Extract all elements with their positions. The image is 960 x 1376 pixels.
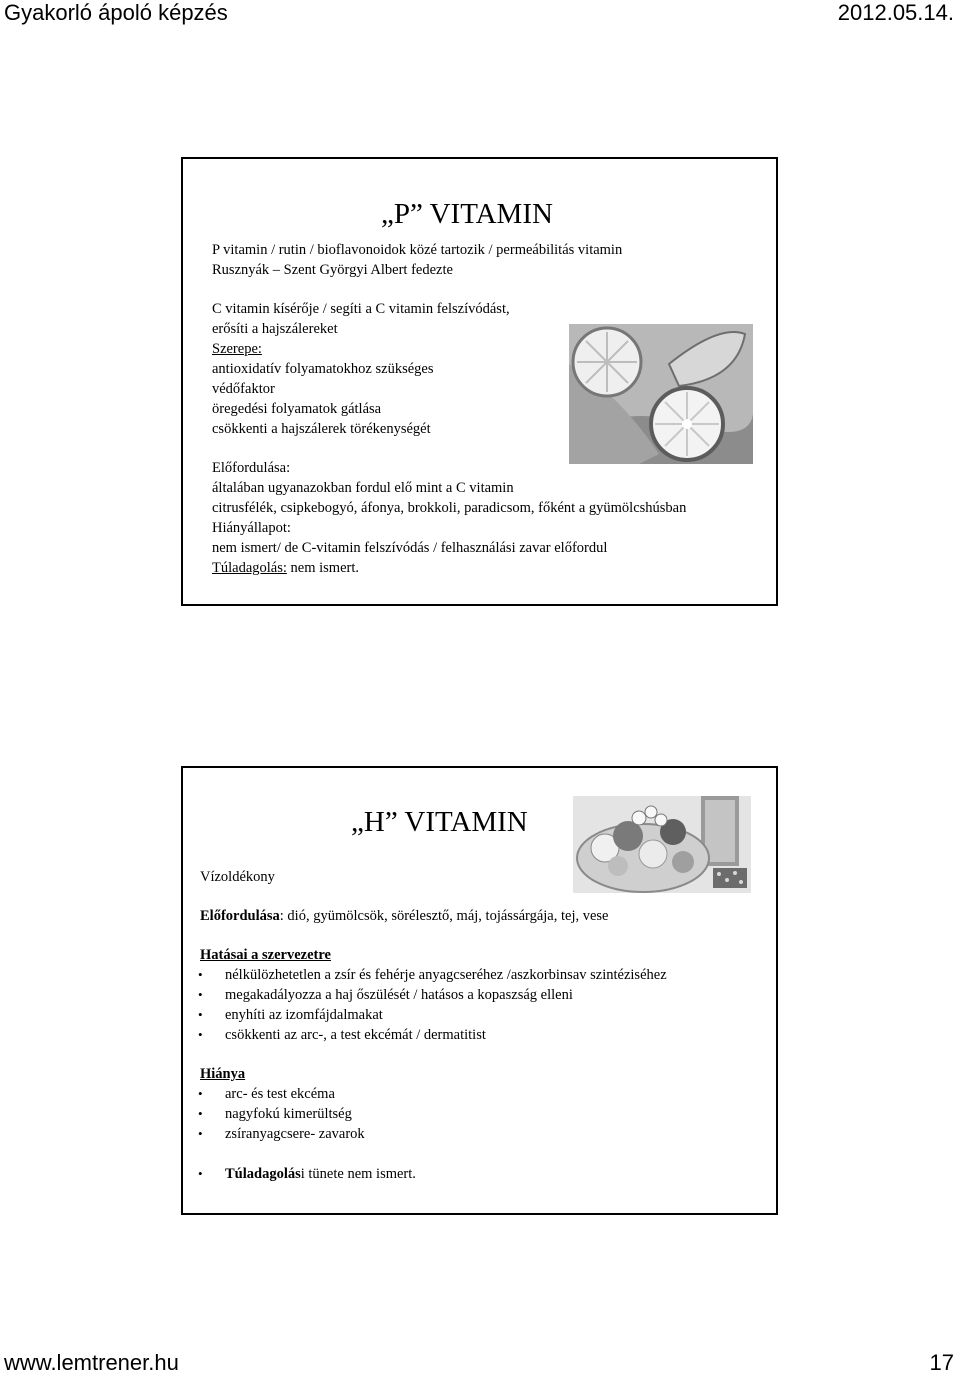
deficiency-heading: Hiányállapot: bbox=[212, 520, 291, 536]
bullet-marker: • bbox=[198, 1166, 203, 1181]
overdose-label: Túladagolás: bbox=[212, 560, 287, 576]
deficiency-item: arc- és test ekcéma bbox=[225, 1086, 335, 1102]
text-line: antioxidatív folyamatokhoz szükséges bbox=[212, 361, 434, 377]
text-line: C vitamin kísérője / segíti a C vitamin felszívódást, bbox=[212, 301, 510, 317]
fruit-bowl-image bbox=[573, 796, 751, 893]
text-line: erősíti a hajszálereket bbox=[212, 321, 338, 337]
text-line: P vitamin / rutin / bioflavonoidok közé tartozik / permeábilitás vitamin bbox=[212, 242, 623, 258]
subtitle-water-soluble: Vízoldékony bbox=[200, 869, 275, 885]
citrus-fruit-image bbox=[569, 324, 753, 464]
role-heading: Szerepe: bbox=[212, 341, 262, 357]
occurrence-heading: Előfordulása: bbox=[212, 460, 291, 476]
bullet-marker: • bbox=[198, 1126, 203, 1141]
header-course-title: Gyakorló ápoló képzés bbox=[4, 0, 228, 25]
effect-item: enyhíti az izomfájdalmakat bbox=[225, 1007, 383, 1023]
footer-page-number: 17 bbox=[929, 1350, 954, 1375]
slide-title: „H” VITAMIN bbox=[351, 806, 528, 838]
occurrence-line bbox=[200, 907, 609, 925]
overdose-text: nem ismert. bbox=[286, 560, 359, 576]
text-line: citrusfélék, csipkebogyó, áfonya, brokkoli, paradicsom, főként a gyümölcshúsban bbox=[212, 500, 687, 516]
bullet-marker: • bbox=[198, 987, 203, 1002]
slide-p-vitamin bbox=[181, 157, 778, 606]
effect-item: megakadályozza a haj őszülését / hatásos a kopaszság elleni bbox=[225, 987, 573, 1003]
overdose-label: Túladagolás bbox=[225, 1166, 301, 1182]
overdose-text: i tünete nem ismert. bbox=[300, 1166, 416, 1182]
header-date: 2012.05.14. bbox=[837, 0, 954, 25]
text-line: védőfaktor bbox=[212, 381, 275, 397]
effect-item: csökkenti az arc-, a test ekcémát / dermatitist bbox=[225, 1027, 486, 1043]
occurrence-label: Előfordulása bbox=[200, 908, 280, 924]
overdose-line bbox=[225, 1165, 416, 1183]
text-line: csökkenti a hajszálerek törékenységét bbox=[212, 421, 431, 437]
deficiency-item: nagyfokú kimerültség bbox=[225, 1106, 352, 1122]
text-line: Rusznyák – Szent Györgyi Albert fedezte bbox=[212, 262, 453, 278]
fruit-bowl-illustration bbox=[573, 796, 751, 893]
effect-item: nélkülözhetetlen a zsír és fehérje anyagcseréhez /aszkorbinsav szintéziséhez bbox=[225, 967, 667, 983]
text-line: nem ismert/ de C-vitamin felszívódás / felhasználási zavar előfordul bbox=[212, 540, 608, 556]
bullet-marker: • bbox=[198, 1086, 203, 1101]
bullet-marker: • bbox=[198, 1027, 203, 1042]
citrus-illustration bbox=[569, 324, 753, 464]
slide-h-vitamin bbox=[181, 766, 778, 1215]
overdose-line bbox=[212, 559, 359, 577]
slide-title: „P” VITAMIN bbox=[381, 198, 553, 230]
text-line: öregedési folyamatok gátlása bbox=[212, 401, 382, 417]
bullet-marker: • bbox=[198, 1106, 203, 1121]
bullet-marker: • bbox=[198, 967, 203, 982]
deficiency-heading: Hiánya bbox=[200, 1066, 246, 1082]
occurrence-text: : dió, gyümölcsök, sörélesztő, máj, tojássárgája, tej, vese bbox=[279, 908, 609, 924]
effects-heading: Hatásai a szervezetre bbox=[200, 947, 331, 963]
deficiency-item: zsíranyagcsere- zavarok bbox=[225, 1126, 365, 1142]
text-line: általában ugyanazokban fordul elő mint a C vitamin bbox=[212, 480, 514, 496]
bullet-marker: • bbox=[198, 1007, 203, 1022]
footer-website: www.lemtrener.hu bbox=[4, 1350, 179, 1375]
